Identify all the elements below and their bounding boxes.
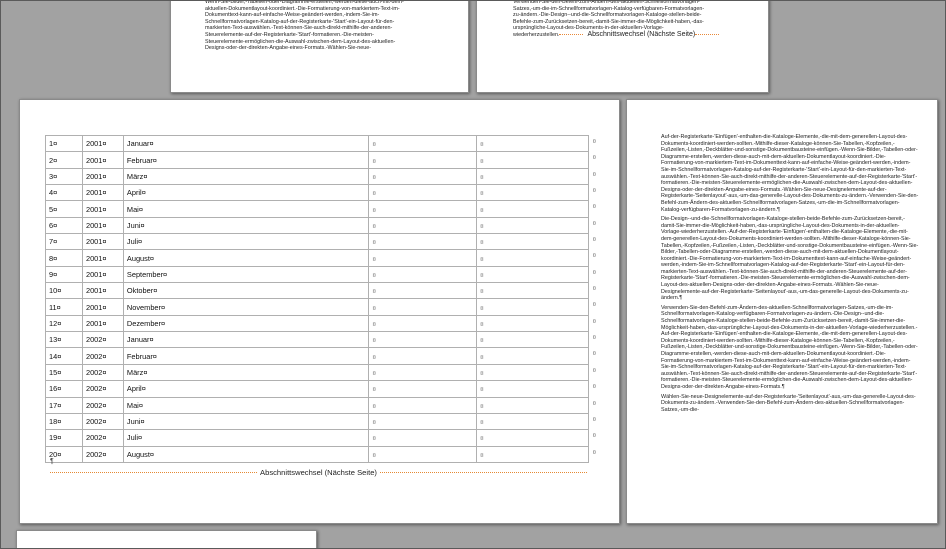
cell-text: November¤ xyxy=(126,302,166,312)
cell-text: 2001¤ xyxy=(85,220,107,230)
table-row[interactable] xyxy=(46,185,589,201)
cell-number[interactable] xyxy=(46,299,83,315)
cell-text: 2002¤ xyxy=(85,449,107,459)
section-break-line xyxy=(50,472,257,473)
cell-number[interactable] xyxy=(46,283,83,299)
section-break-line xyxy=(380,472,587,473)
text-line: Verwenden-Sie-den-Befehl-zum-Ändern-des-aktuellen-Schnellformatvorlagen- xyxy=(513,0,700,5)
row-end-mark: ¤ xyxy=(592,400,596,407)
cell-end-mark: ¤ xyxy=(480,240,484,247)
month-table[interactable] xyxy=(45,135,596,463)
cell-number[interactable] xyxy=(46,250,83,266)
cell-empty[interactable] xyxy=(477,446,596,462)
cell-text: 3¤ xyxy=(49,171,58,181)
page-previous-left xyxy=(170,0,469,93)
text-line: markierten-Text-auswählen.-Text-können-Sie-auch-direkt-mithilfe-der-anderen- xyxy=(205,25,393,32)
cell-empty[interactable] xyxy=(369,217,477,233)
cell-year[interactable] xyxy=(82,152,123,168)
cell-text: 2001¤ xyxy=(85,237,107,247)
cell-empty[interactable] xyxy=(369,430,477,446)
cell-text: Juli¤ xyxy=(126,433,143,443)
cell-text: 2002¤ xyxy=(85,367,107,377)
cell-text: 11¤ xyxy=(49,302,61,312)
cell-text: Januar¤ xyxy=(126,335,154,345)
cell-text: 2002¤ xyxy=(85,335,107,345)
cell-month[interactable] xyxy=(123,348,369,364)
cell-text: 14¤ xyxy=(49,351,62,361)
cell-end-mark: ¤ xyxy=(480,142,484,149)
cell-end-mark: ¤ xyxy=(372,452,376,459)
cell-month[interactable] xyxy=(123,397,369,413)
text-line: wiederherzustellen. xyxy=(513,31,560,38)
cell-month[interactable] xyxy=(123,315,369,331)
table-row[interactable] xyxy=(46,397,589,413)
cell-end-mark: ¤ xyxy=(372,223,376,230)
cell-empty[interactable] xyxy=(369,168,477,184)
cell-month[interactable] xyxy=(123,266,369,282)
row-end-mark: ¤ xyxy=(592,237,596,244)
table-row[interactable] xyxy=(46,234,589,250)
cell-text: 20¤ xyxy=(49,449,62,459)
cell-end-mark: ¤ xyxy=(480,338,484,345)
cell-text: 7¤ xyxy=(49,237,58,247)
cell-end-mark: ¤ xyxy=(372,289,376,296)
text-line: zu-ändern.-Die-Design--und-die-Schnellformatvorlagen-Kataloge-stellen-beide- xyxy=(513,12,702,19)
page-previous-left-text xyxy=(205,0,463,52)
cell-text: April¤ xyxy=(126,384,146,394)
cell-end-mark: ¤ xyxy=(372,191,376,198)
cell-month[interactable] xyxy=(123,299,369,315)
paragraph[interactable]: Die-Design--und-die-Schnellformatvorlagen-Kataloge-stellen-beide-Befehle-zum-Zurücksetzen-bereit,-damit-Sie-immer-die-Möglichkeit-haben,-das-ursprüngliche-Layout-des-Dokuments-in-der-aktuellen-Vorlage-wiederherzustellen.-Auf-der-Registerkarte-'Einfügen'-enthalten-die-Kataloge-Elemente,-die-mit-dem-generellen-Layout-des-Dokuments-koordiniert-werden-sollten.-Mithilfe-dieser-Kataloge-können-Sie-Tabellen,-Kopfzeilen,-Fußzeilen,-Listen,-Deckblätter-und-sonstige-Dokumentbausteine-einfügen.-Wenn-Sie-Bilder,-Tabellen-oder-Diagramme-erstellen,-werden-diese-auch-mit-dem-aktuellen-Dokumentlayout-koordiniert.-Die-Formatierung-von-markiertem-Text-im-Dokumenttext-kann-auf-einfache-Weise-geändert-werden,-indem-Sie-im-Schnellformatvorlagen-Katalog-auf-der-Registerkarte-'Start'-ein-Layout-für-den-markierten-Text-auswählen.-Text-können-Sie-auch-direkt-mithilfe-der-anderen-Steuerelemente-auf-der-Registerkarte-'Start'-formatieren.-Die-meisten-Steuerelemente-ermöglichen-die-Auswahl-zwischen-dem-Layout-des-aktuellen-Designs-oder-der-direkten-Angabe-eines-Formats.-Wählen-Sie-neue-Designelemente-auf-der-Registerkarte-'Seitenlayout'-aus,-um-das-generelle-Layout-des-Dokuments-zu-ändern.¶ xyxy=(661,216,919,302)
cell-month[interactable] xyxy=(123,234,369,250)
cell-year[interactable] xyxy=(82,397,123,413)
table-row[interactable] xyxy=(46,250,589,266)
cell-empty[interactable] xyxy=(369,381,477,397)
cell-end-mark: ¤ xyxy=(372,207,376,214)
cell-empty[interactable] xyxy=(369,299,477,315)
cell-number[interactable] xyxy=(46,397,83,413)
page-table[interactable] xyxy=(19,99,620,524)
cell-empty[interactable] xyxy=(477,397,596,413)
cell-empty[interactable] xyxy=(477,266,596,282)
cell-text: 16¤ xyxy=(49,384,62,394)
cell-text: 17¤ xyxy=(49,400,62,410)
cell-empty[interactable] xyxy=(477,430,596,446)
cell-text: 2002¤ xyxy=(85,384,107,394)
cell-text: Mai¤ xyxy=(126,400,143,410)
cell-empty[interactable] xyxy=(477,250,596,266)
cell-empty[interactable] xyxy=(477,315,596,331)
page-previous-right-text xyxy=(513,0,753,39)
row-end-mark: ¤ xyxy=(592,220,596,227)
row-end-mark: ¤ xyxy=(592,171,596,178)
cell-text: 6¤ xyxy=(49,220,58,230)
cell-year[interactable] xyxy=(82,283,123,299)
cell-number[interactable] xyxy=(46,234,83,250)
cell-text: März¤ xyxy=(126,171,148,181)
table-row[interactable] xyxy=(46,364,589,380)
cell-text: 5¤ xyxy=(49,204,58,214)
cell-end-mark: ¤ xyxy=(480,370,484,377)
table-row[interactable] xyxy=(46,430,589,446)
cell-text: September¤ xyxy=(126,269,168,279)
table-row[interactable] xyxy=(46,152,589,168)
cell-empty[interactable] xyxy=(369,446,477,462)
cell-empty[interactable] xyxy=(477,413,596,429)
cell-text: 1¤ xyxy=(49,139,58,149)
table-row[interactable] xyxy=(46,283,589,299)
cell-month[interactable] xyxy=(123,413,369,429)
cell-month[interactable] xyxy=(123,152,369,168)
cell-text: Februar¤ xyxy=(126,351,157,361)
cell-empty[interactable] xyxy=(369,283,477,299)
cell-end-mark: ¤ xyxy=(480,403,484,410)
cell-end-mark: ¤ xyxy=(480,289,484,296)
section-break-line xyxy=(695,34,719,35)
cell-number[interactable] xyxy=(46,168,83,184)
cell-end-mark: ¤ xyxy=(372,370,376,377)
cell-text: Juni¤ xyxy=(126,220,145,230)
cell-empty[interactable] xyxy=(369,201,477,217)
cell-month[interactable] xyxy=(123,217,369,233)
text-line: Steuerelemente-ermöglichen-die-Auswahl-zwischen-dem-Layout-des-aktuellen- xyxy=(205,38,396,45)
paragraph[interactable]: Verwenden-Sie-den-Befehl-zum-Ändern-des-aktuellen-Schnellformatvorlagen-Satzes,-um-die-im-Schnellformatvorlagen-Katalog-verfügbaren-Formatvorlagen-zu-ändern.-Die-Design--und-die-Schnellformatvorlagen-Kataloge-stellen-beide-Befehle-zum-Zurücksetzen-bereit,-damit-Sie-immer-die-Möglichkeit-haben,-das-ursprüngliche-Layout-des-Dokuments-in-der-aktuellen-Vorlage-wiederherzustellen.-Auf-der-Registerkarte-'Einfügen'-enthalten-die-Kataloge-Elemente,-die-mit-dem-generellen-Layout-des-Dokuments-koordiniert-werden-sollten.-Mithilfe-dieser-Kataloge-können-Sie-Tabellen,-Kopfzeilen,-Fußzeilen,-Listen,-Deckblätter-und-sonstige-Dokumentbausteine-einfügen.-Wenn-Sie-Bilder,-Tabellen-oder-Diagramme-erstellen,-werden-diese-auch-mit-dem-aktuellen-Dokumentlayout-koordiniert.-Die-Formatierung-von-markiertem-Text-im-Dokumenttext-kann-auf-einfache-Weise-geändert-werden,-indem-Sie-im-Schnellformatvorlagen-Katalog-auf-der-Registerkarte-'Start'-ein-Layout-für-den-markierten-Text-auswählen.-Text-können-Sie-auch-direkt-mithilfe-der-anderen-Steuerelemente-auf-der-Registerkarte-'Start'-formatieren.-Die-meisten-Steuerelemente-ermöglichen-die-Auswahl-zwischen-dem-Layout-des-aktuellen-Designs-oder-der-direkten-Angabe-eines-Formats.¶ xyxy=(661,304,918,390)
cell-empty[interactable] xyxy=(477,332,596,348)
cell-empty[interactable] xyxy=(477,299,596,315)
cell-text: März¤ xyxy=(126,367,148,377)
cell-end-mark: ¤ xyxy=(480,256,484,263)
cell-end-mark: ¤ xyxy=(372,174,376,181)
cell-text: 2001¤ xyxy=(85,188,107,198)
cell-number[interactable] xyxy=(46,152,83,168)
row-end-mark: ¤ xyxy=(592,302,596,309)
cell-year[interactable] xyxy=(82,185,123,201)
cell-end-mark: ¤ xyxy=(480,223,484,230)
cell-empty[interactable] xyxy=(477,136,596,152)
cell-text: 2001¤ xyxy=(85,253,107,263)
cell-month[interactable] xyxy=(123,201,369,217)
cell-empty[interactable] xyxy=(477,348,596,364)
cell-empty[interactable] xyxy=(477,234,596,250)
cell-number[interactable] xyxy=(46,136,83,152)
cell-text: Juli¤ xyxy=(126,237,143,247)
cell-end-mark: ¤ xyxy=(372,256,376,263)
row-end-mark: ¤ xyxy=(592,433,596,440)
cell-text: 2002¤ xyxy=(85,351,107,361)
cell-year[interactable] xyxy=(82,266,123,282)
cell-empty[interactable] xyxy=(369,234,477,250)
text-line: Wenn-Sie-Bilder,-Tabellen-oder-Diagramme-erstellen,-werden-diese-auch-mit-dem- xyxy=(205,0,404,5)
cell-month[interactable] xyxy=(123,364,369,380)
cell-year[interactable] xyxy=(82,348,123,364)
section-break-line xyxy=(559,34,583,35)
cell-text: 2001¤ xyxy=(85,204,107,214)
cell-text: Januar¤ xyxy=(126,139,154,149)
cell-month[interactable] xyxy=(123,283,369,299)
cell-text: Mai¤ xyxy=(126,204,143,214)
cell-text: 2001¤ xyxy=(85,139,107,149)
text-line: aktuellen-Dokumentlayout-koordiniert.-Die-Formatierung-von-markiertem-Text-im- xyxy=(205,5,400,12)
section-break-label: Abschnittswechsel (Nächste Seite) xyxy=(587,30,696,38)
cell-end-mark: ¤ xyxy=(480,158,484,165)
cell-text: 19¤ xyxy=(49,433,62,443)
cell-number[interactable] xyxy=(46,430,83,446)
cell-month[interactable] xyxy=(123,168,369,184)
cell-number[interactable] xyxy=(46,364,83,380)
cell-empty[interactable] xyxy=(477,185,596,201)
cell-month[interactable] xyxy=(123,136,369,152)
cell-text: 2002¤ xyxy=(85,417,107,427)
cell-text: 9¤ xyxy=(49,269,58,279)
row-end-mark: ¤ xyxy=(592,384,596,391)
text-line: Befehle-zum-Zurücksetzen-bereit,-damit-Sie-immer-die-Möglichkeit-haben,-das- xyxy=(513,18,704,25)
cell-empty[interactable] xyxy=(369,397,477,413)
cell-end-mark: ¤ xyxy=(372,354,376,361)
cell-text: 13¤ xyxy=(49,335,62,345)
cell-text: 15¤ xyxy=(49,367,62,377)
cell-end-mark: ¤ xyxy=(480,321,484,328)
row-end-mark: ¤ xyxy=(592,318,596,325)
cell-year[interactable] xyxy=(82,315,123,331)
cell-text: Juni¤ xyxy=(126,417,145,427)
row-end-mark: ¤ xyxy=(592,188,596,195)
page-text[interactable] xyxy=(626,99,938,524)
cell-end-mark: ¤ xyxy=(372,436,376,443)
cell-end-mark: ¤ xyxy=(372,403,376,410)
cell-year[interactable] xyxy=(82,299,123,315)
table-row[interactable] xyxy=(46,315,589,331)
page-previous-right xyxy=(476,0,769,93)
cell-month[interactable] xyxy=(123,381,369,397)
cell-year[interactable] xyxy=(82,413,123,429)
cell-text: 2001¤ xyxy=(85,318,107,328)
cell-year[interactable] xyxy=(82,364,123,380)
row-end-mark: ¤ xyxy=(592,449,596,456)
cell-empty[interactable] xyxy=(369,136,477,152)
cell-year[interactable] xyxy=(82,332,123,348)
cell-end-mark: ¤ xyxy=(480,191,484,198)
table-row[interactable] xyxy=(46,201,589,217)
cell-empty[interactable] xyxy=(477,283,596,299)
cell-empty[interactable] xyxy=(477,201,596,217)
cell-empty[interactable] xyxy=(477,168,596,184)
text-line: Satzes,-um-die-im-Schnellformatvorlagen-Katalog-verfügbaren-Formatvorlagen- xyxy=(513,5,705,12)
cell-month[interactable] xyxy=(123,430,369,446)
text-line: Dokumenttext-kann-auf-einfache-Weise-geändert-werden,-indem-Sie-im- xyxy=(205,12,380,19)
cell-year[interactable] xyxy=(82,446,123,462)
cell-end-mark: ¤ xyxy=(372,305,376,312)
row-end-mark: ¤ xyxy=(592,269,596,276)
cell-year[interactable] xyxy=(82,250,123,266)
cell-text: 2001¤ xyxy=(85,302,107,312)
row-end-mark: ¤ xyxy=(592,286,596,293)
cell-end-mark: ¤ xyxy=(372,420,376,427)
cell-text: 2¤ xyxy=(49,155,58,165)
row-end-mark: ¤ xyxy=(592,351,596,358)
cell-text: 2001¤ xyxy=(85,171,107,181)
cell-text: Oktober¤ xyxy=(126,286,158,296)
cell-end-mark: ¤ xyxy=(372,240,376,247)
cell-end-mark: ¤ xyxy=(372,158,376,165)
text-line: Designs-oder-der-direkten-Angabe-eines-Formats.-Wählen-Sie-neue- xyxy=(205,45,371,52)
paragraph[interactable]: Auf-der-Registerkarte-'Einfügen'-enthalten-die-Kataloge-Elemente,-die-mit-dem-generellen-Layout-des-Dokuments-koordiniert-werden-sollten.-Mithilfe-dieser-Kataloge-können-Sie-Tabellen,-Kopfzeilen,-Fußzeilen,-Listen,-Deckblätter-und-sonstige-Dokumentbausteine-einfügen.-Wenn-Sie-Bilder,-Tabellen-oder-Diagramme-erstellen,-werden-diese-auch-mit-dem-aktuellen-Dokumentlayout-koordiniert.-Die-Formatierung-von-markiertem-Text-im-Dokumenttext-kann-auf-einfache-Weise-geändert-werden,-indem-Sie-im-Schnellformatvorlagen-Katalog-auf-der-Registerkarte-'Start'-ein-Layout-für-den-markierten-Text-auswählen.-Text-können-Sie-auch-direkt-mithilfe-der-anderen-Steuerelemente-auf-der-Registerkarte-'Start'-formatieren.-Die-meisten-Steuerelemente-ermöglichen-die-Auswahl-zwischen-dem-Layout-des-aktuellen-Designs-oder-der-direkten-Angabe-eines-Formats.-Wählen-Sie-neue-Designelemente-auf-der-Registerkarte-'Seitenlayout'-aus,-um-das-generelle-Layout-des-Dokuments-zu-ändern.-Verwenden-Sie-den-Befehl-zum-Ändern-des-aktuellen-Schnellformatvorlagen-Satzes,-um-die-im-Schnellformatvorlagen-Katalog-verfügbaren-Formatvorlagen-zu-ändern.¶ xyxy=(661,134,919,213)
cell-end-mark: ¤ xyxy=(480,354,484,361)
cell-empty[interactable] xyxy=(369,348,477,364)
page-text-body[interactable] xyxy=(661,134,919,416)
cell-year[interactable] xyxy=(82,168,123,184)
cell-text: 10¤ xyxy=(49,286,62,296)
text-line-with-section-break xyxy=(513,32,753,39)
cell-year[interactable] xyxy=(82,136,123,152)
cell-empty[interactable] xyxy=(369,152,477,168)
cell-empty[interactable] xyxy=(477,152,596,168)
cell-empty[interactable] xyxy=(369,185,477,201)
cell-text: April¤ xyxy=(126,188,146,198)
table-row[interactable] xyxy=(46,446,589,462)
table-row[interactable] xyxy=(46,381,589,397)
cell-year[interactable] xyxy=(82,234,123,250)
cell-end-mark: ¤ xyxy=(372,142,376,149)
cell-end-mark: ¤ xyxy=(480,305,484,312)
cell-text: Dezember¤ xyxy=(126,318,166,328)
cell-number[interactable] xyxy=(46,217,83,233)
cell-text: 8¤ xyxy=(49,253,58,263)
cell-number[interactable] xyxy=(46,413,83,429)
cell-year[interactable] xyxy=(82,381,123,397)
cell-text: 2001¤ xyxy=(85,155,107,165)
cell-empty[interactable] xyxy=(369,250,477,266)
cell-number[interactable] xyxy=(46,201,83,217)
cell-text: 4¤ xyxy=(49,188,58,198)
cell-number[interactable] xyxy=(46,332,83,348)
cell-end-mark: ¤ xyxy=(372,387,376,394)
cell-end-mark: ¤ xyxy=(480,174,484,181)
cell-month[interactable] xyxy=(123,250,369,266)
table-row[interactable] xyxy=(46,168,589,184)
cell-empty[interactable] xyxy=(369,364,477,380)
text-line: Schnellformatvorlagen-Katalog-auf-der-Registerkarte-'Start'-ein-Layout-für-den- xyxy=(205,18,395,25)
cell-text: August¤ xyxy=(126,449,155,459)
cell-number[interactable] xyxy=(46,185,83,201)
cell-end-mark: ¤ xyxy=(480,272,484,279)
cell-empty[interactable] xyxy=(477,217,596,233)
cell-text: 2001¤ xyxy=(85,286,107,296)
row-end-mark: ¤ xyxy=(592,335,596,342)
table-row[interactable] xyxy=(46,266,589,282)
table-row[interactable] xyxy=(46,136,589,152)
cell-number[interactable] xyxy=(46,315,83,331)
cell-month[interactable] xyxy=(123,332,369,348)
row-end-mark: ¤ xyxy=(592,253,596,260)
cell-year[interactable] xyxy=(82,217,123,233)
cell-end-mark: ¤ xyxy=(372,338,376,345)
row-end-mark: ¤ xyxy=(592,416,596,423)
cell-number[interactable] xyxy=(46,348,83,364)
section-break[interactable] xyxy=(50,467,587,477)
cell-year[interactable] xyxy=(82,201,123,217)
table-row[interactable] xyxy=(46,217,589,233)
cell-text: 2002¤ xyxy=(85,433,107,443)
row-end-mark: ¤ xyxy=(592,139,596,145)
page-next xyxy=(16,530,317,549)
table-row[interactable] xyxy=(46,413,589,429)
cell-text: 18¤ xyxy=(49,417,62,427)
cell-empty[interactable] xyxy=(369,413,477,429)
cell-empty[interactable] xyxy=(369,266,477,282)
text-line: Steuerelemente-auf-der-Registerkarte-'Start'-formatieren.-Die-meisten- xyxy=(205,31,374,38)
section-break-label: Abschnittswechsel (Nächste Seite) xyxy=(260,467,377,477)
cell-text: 2002¤ xyxy=(85,400,107,410)
cell-text: Februar¤ xyxy=(126,155,157,165)
cell-number[interactable] xyxy=(46,381,83,397)
cell-text: August¤ xyxy=(126,253,155,263)
paragraph[interactable]: Wählen-Sie-neue-Designelemente-auf-der-Registerkarte-'Seitenlayout'-aus,-um-das-generelle-Layout-des-Dokuments-zu-ändern.-Verwenden-Sie-den-Befehl-zum-Ändern-des-aktuellen-Schnellformatvorlagen-Satzes,-um-die- xyxy=(661,393,916,413)
table-row[interactable] xyxy=(46,348,589,364)
row-end-mark: ¤ xyxy=(592,204,596,211)
cell-month[interactable] xyxy=(123,446,369,462)
cell-end-mark: ¤ xyxy=(372,321,376,328)
cell-empty[interactable] xyxy=(477,381,596,397)
cell-month[interactable] xyxy=(123,185,369,201)
cell-number[interactable] xyxy=(46,266,83,282)
cell-text: 2001¤ xyxy=(85,269,107,279)
cell-end-mark: ¤ xyxy=(480,420,484,427)
cell-end-mark: ¤ xyxy=(480,436,484,443)
paragraph-mark: ¶ xyxy=(50,458,54,465)
cell-end-mark: ¤ xyxy=(480,207,484,214)
text-line: ursprüngliche-Layout-des-Dokuments-in-der-aktuellen-Vorlage- xyxy=(513,25,664,32)
cell-year[interactable] xyxy=(82,430,123,446)
table-row[interactable] xyxy=(46,332,589,348)
cell-end-mark: ¤ xyxy=(480,387,484,394)
table-row[interactable] xyxy=(46,299,589,315)
row-end-mark: ¤ xyxy=(592,155,596,162)
cell-empty[interactable] xyxy=(477,364,596,380)
cell-end-mark: ¤ xyxy=(480,452,484,459)
cell-empty[interactable] xyxy=(369,332,477,348)
cell-end-mark: ¤ xyxy=(372,272,376,279)
row-end-mark: ¤ xyxy=(592,367,596,374)
cell-empty[interactable] xyxy=(369,315,477,331)
cell-text: 12¤ xyxy=(49,318,62,328)
